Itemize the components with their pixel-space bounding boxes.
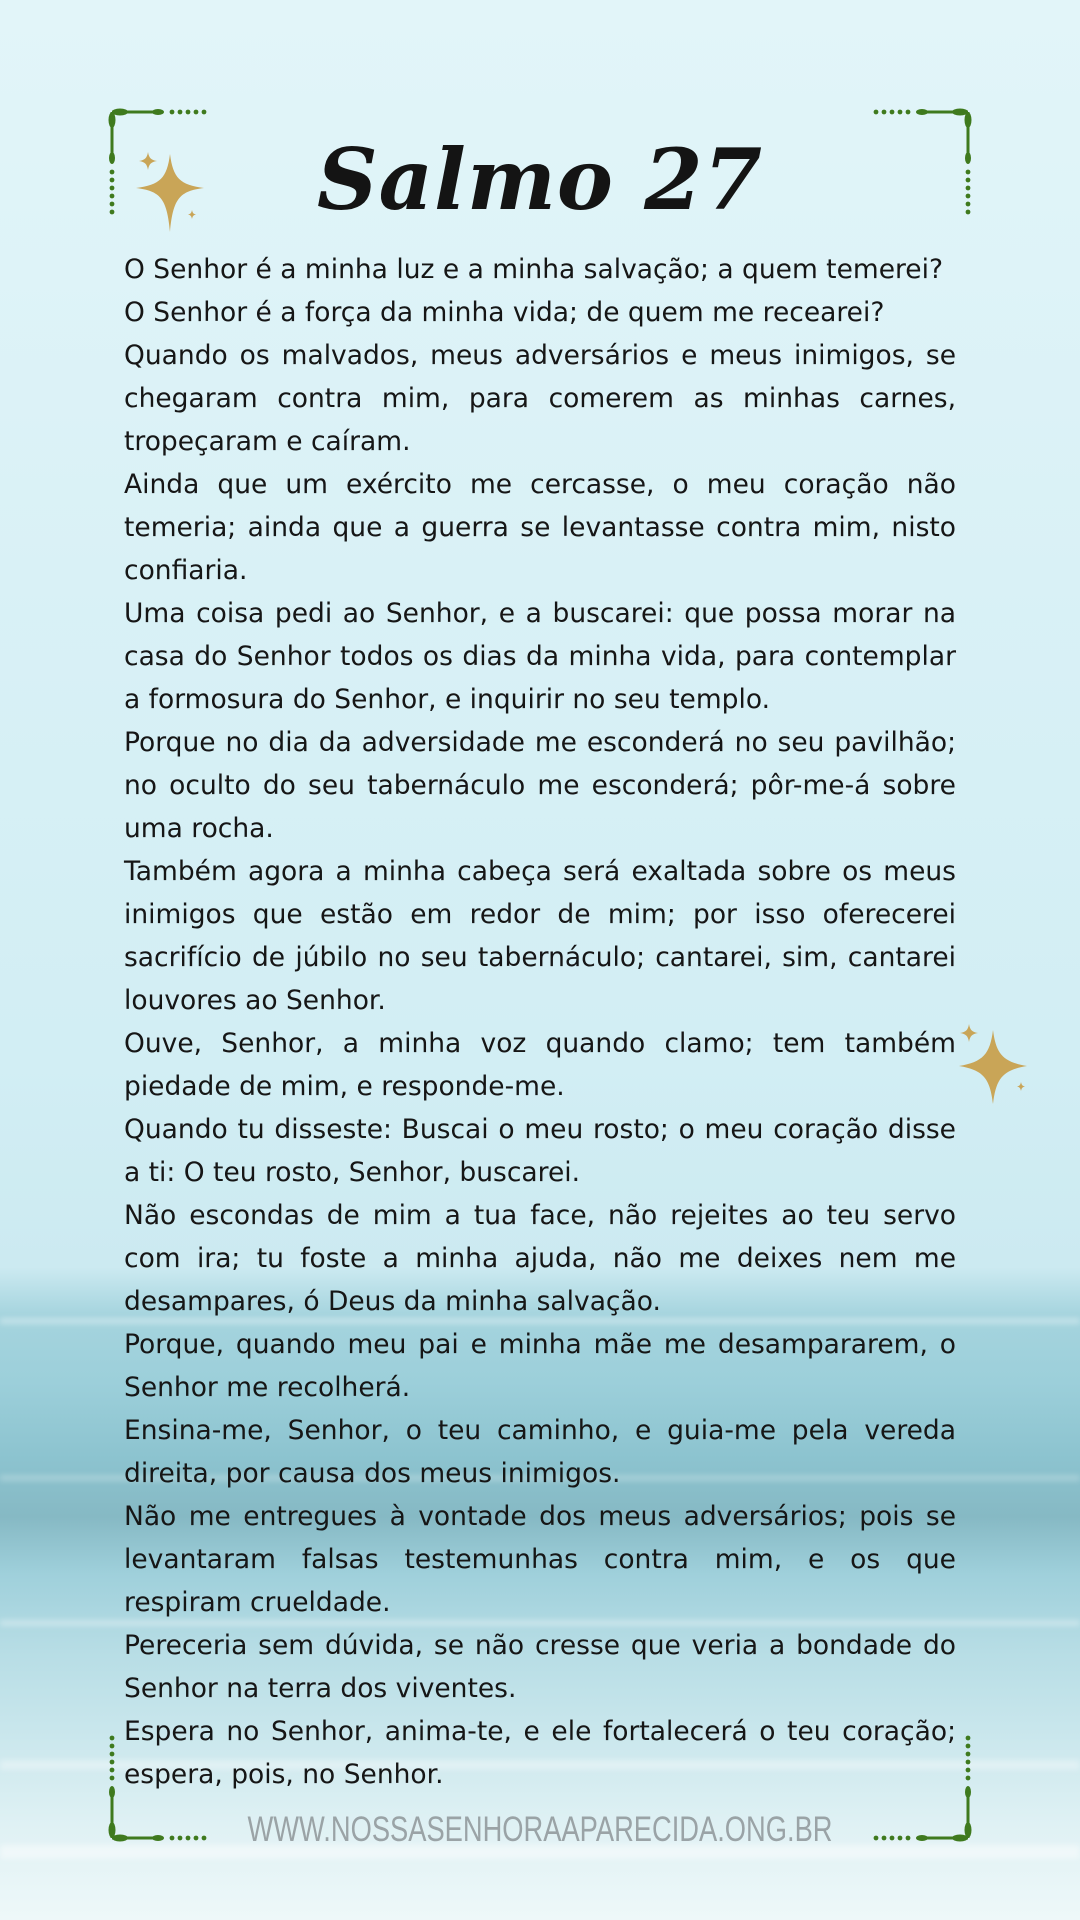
verse: O Senhor é a minha luz e a minha salvação; a quem temerei? <box>124 254 944 285</box>
website-url: WWW.NOSSASENHORAAPARECIDA.ONG.BR <box>247 1810 833 1849</box>
verse: Também agora a minha cabeça será exaltada sobre os meus inimigos que estão em redor de mim; por isso oferecerei sacrifício de júbilo no seu tabernáculo; cantarei, sim, cantarei louvores ao Senhor. <box>124 856 956 1016</box>
page-title: Salmo 27 <box>316 130 764 229</box>
verse: Quando tu disseste: Buscai o meu rosto; o meu coração disse a ti: O teu rosto, Senhor, buscarei. <box>124 1114 956 1188</box>
verse: Ainda que um exército me cercasse, o meu coração não temeria; ainda que a guerra se levantasse contra mim, nisto confiaria. <box>124 469 956 586</box>
verse: Não escondas de mim a tua face, não rejeites ao teu servo com ira; tu foste a minha ajuda, não me deixes nem me desampares, ó Deus da minha salvação. <box>124 1200 956 1317</box>
verse: Pereceria sem dúvida, se não cresse que veria a bondade do Senhor na terra dos viventes. <box>124 1630 956 1704</box>
verse: Quando os malvados, meus adversários e meus inimigos, se chegaram contra mim, para comerem as minhas carnes, tropeçaram e caíram. <box>124 340 956 457</box>
verse: Não me entregues à vontade dos meus adversários; pois se levantaram falsas testemunhas contra mim, e os que respiram crueldade. <box>124 1501 956 1618</box>
sparkle-star-icon <box>955 1022 1035 1112</box>
verse: Ouve, Senhor, a minha voz quando clamo; tem também piedade de mim, e responde-me. <box>124 1028 956 1102</box>
verse: Ensina-me, Senhor, o teu caminho, e guia-me pela vereda direita, por causa dos meus inimigos. <box>124 1415 956 1489</box>
verse: Espera no Senhor, anima-te, e ele fortalecerá o teu coração; espera, pois, no Senhor. <box>124 1716 956 1790</box>
verse: Porque no dia da adversidade me esconderá no seu pavilhão; no oculto do seu tabernáculo me esconderá; pôr-me-á sobre uma rocha. <box>124 727 956 844</box>
psalm-text <box>124 248 956 1796</box>
verse: Uma coisa pedi ao Senhor, e a buscarei: que possa morar na casa do Senhor todos os dias da minha vida, para contemplar a formosura do Senhor, e inquirir no seu templo. <box>124 598 956 715</box>
verse: O Senhor é a força da minha vida; de quem me recearei? <box>124 297 885 328</box>
verse: Porque, quando meu pai e minha mãe me desampararem, o Senhor me recolherá. <box>124 1329 956 1403</box>
